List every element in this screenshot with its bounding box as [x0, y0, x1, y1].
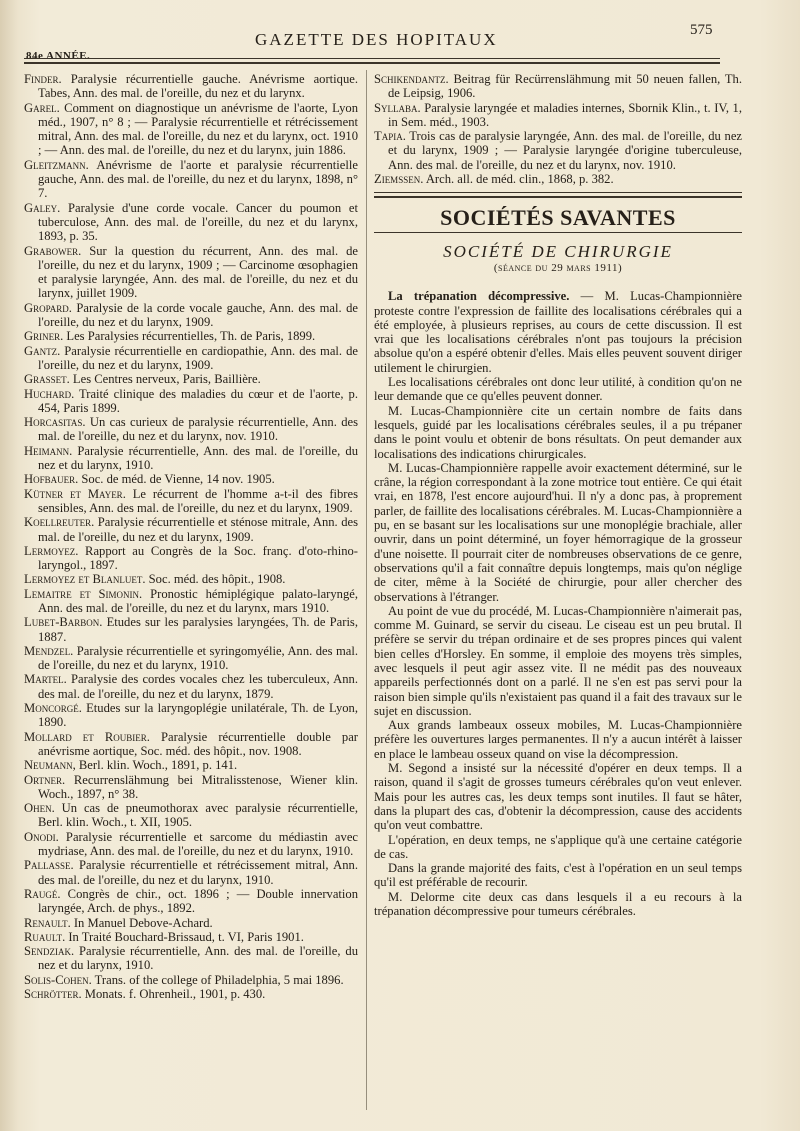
bibliography-entry — [24, 730, 358, 759]
paragraph-text: M. Delorme cite deux cas dans lesquels il a eu recours à la trépanation décompressive pour tumeurs cérébrales. — [374, 889, 742, 919]
reference-text: Paralysie récurrentielle double par anévrisme aortique, Soc. méd. des hôpit., nov. 1908. — [38, 729, 358, 758]
author-name: Mendzel. — [24, 643, 74, 658]
reference-text: Traité clinique des maladies du cœur et de l'aorte, p. 454, Paris 1899. — [38, 386, 358, 415]
author-name: Ortner. — [24, 772, 66, 787]
bibliography-entry — [24, 487, 358, 516]
reference-text: Beitrag für Recürrenslähmung mit 50 neuen fallen, Th. de Leipsig, 1906. — [388, 72, 742, 101]
reference-text: Paralysie récurrentielle et sarcome du médiastin avec mydriase, Ann. des mal. de l'oreille, du nez et du larynx, 1910. — [38, 829, 358, 859]
author-name: Martel. — [24, 672, 67, 687]
section-rule-thick — [374, 196, 742, 198]
paragraph-text: — M. Lucas-Championnière proteste contre l'expression de faillite des localisations cérébrales qui a été employée, à plusieurs reprises, au cours de cette discussion. Il est vrai que les localisations cérébrales n'ont pas toujours la précision absolue qu'on a espéré obtenir d'elles. Mais elles peuvent souvent diriger utilement le chirurgien. — [374, 289, 742, 375]
reference-text: Paralysie récurrentielle, Ann. des mal. de l'oreille, du nez et du larynx, 1910. — [38, 443, 358, 473]
reference-text: Les Centres nerveux, Paris, Baillière. — [69, 372, 261, 387]
bibliography-entry — [24, 858, 358, 887]
author-name: Tapia. — [374, 129, 406, 144]
author-name: Onodi. — [24, 829, 59, 844]
article-paragraph — [374, 833, 742, 862]
author-name: Kütner et Mayer. — [24, 486, 126, 501]
bibliography-entry — [24, 372, 358, 386]
reference-text: Soc. méd. des hôpit., 1908. — [145, 572, 286, 587]
author-name: Lemaitre et Simonin. — [24, 586, 143, 601]
paragraph-text: M. Lucas-Championnière cite un certain nombre de faits dans lesquels, guidé par les localisations cérébrales seules, il a pu trépaner dans le point voulu et obtenir de bons résultats. On peut demander aux localisations des indications chirurgicales. — [374, 403, 742, 461]
paragraph-text: Au point de vue du procédé, M. Lucas-Championnière n'aimerait pas, comme M. Guinard, se servir du ciseau. Le ciseau est un peu brutal. Il préfère se servir du trépan ordinaire et de ses propres pinces qui valent bien celles d'Horsley. En somme, il emploie des moyens très simples, avec lesquels il peut agir assez vite. Il ne médit pas des nouveaux appareils perfectionnés dont on a parlé. Il ne s'en est pas servi pour la raison bien simple qu'ils n'existaient pas quand il a fait des travaux sur le sujet en discussion. — [374, 603, 742, 718]
article-paragraph — [374, 461, 742, 604]
paragraph-text: Aux grands lambeaux osseux mobiles, M. Lucas-Championnière préfère les ouvertures larges permanentes. Il n'y a aucun intérêt à laisser en place le lambeau osseux quand on vise la décompression. — [374, 718, 742, 761]
bibliography-entry — [24, 444, 358, 473]
reference-text: Paralysie récurrentielle, Ann. des mal. de l'oreille, du nez et du larynx, 1910. — [38, 944, 358, 973]
bibliography-entry — [24, 587, 358, 616]
bibliography-entry — [24, 830, 358, 859]
bibliography-entry — [24, 930, 358, 944]
bibliography-entry — [24, 101, 358, 158]
bibliography-right-list — [374, 72, 742, 186]
author-name: Neumann, — [24, 758, 76, 773]
reference-text: Paralysie récurrentielle en cardiopathie, Ann. des mal. de l'oreille, du nez et du larynx, 1909. — [38, 343, 358, 372]
article-paragraph — [374, 375, 742, 404]
article-paragraph — [374, 761, 742, 832]
right-column — [374, 72, 742, 918]
author-name: Koellreuter. — [24, 515, 95, 530]
reference-text: Rapport au Congrès de la Soc. franç. d'oto-rhino-laryngol., 1897. — [38, 543, 358, 573]
bibliography-entry — [374, 101, 742, 130]
section-title: SOCIÉTÉS SAVANTES — [440, 205, 676, 231]
paragraph-text: L'opération, en deux temps, ne s'applique qu'à une certaine catégorie de cas. — [374, 832, 742, 861]
article-paragraph — [374, 861, 742, 890]
bibliography-entry — [24, 572, 358, 586]
bibliography-entry — [24, 544, 358, 573]
article-paragraph — [374, 289, 742, 375]
bibliography-entry — [24, 244, 358, 301]
author-name: Ohen. — [24, 801, 55, 816]
header-rule — [24, 58, 720, 59]
author-name: Sendziak. — [24, 944, 75, 959]
bibliography-entry — [24, 887, 358, 916]
bibliography-entry — [24, 344, 358, 373]
bibliography-entry — [24, 758, 358, 772]
bibliography-entry — [24, 973, 358, 987]
reference-text: Congrès de chir., oct. 1896 ; — Double innervation laryngée, Arch. de phys., 1892. — [38, 886, 358, 916]
reference-text: Sur la question du récurrent, Ann. des mal. de l'oreille, du nez et du larynx, 1909 ; — Carcinome œsophagien et paralysie laryngée, Ann. des mal. de l'oreille, du nez et du larynx, juillet 1909. — [38, 243, 358, 301]
reference-text: Paralysie de la corde vocale gauche, Ann. des mal. de l'oreille, du nez et du larynx, 1909. — [38, 300, 358, 330]
reference-text: Recurrenslähmung bei Mitralisstenose, Wiener klin. Woch., 1897, n° 38. — [38, 772, 358, 801]
reference-text: Pronostic hémiplégique palato-laryngé, Ann. des mal. de l'oreille, du nez et du larynx, mars 1910. — [38, 586, 358, 615]
paragraph-text: Dans la grande majorité des faits, c'est à l'opération en un seul temps qu'il est préférable de recourir. — [374, 861, 742, 890]
bibliography-entry — [24, 916, 358, 930]
bibliography-entry — [24, 301, 358, 330]
reference-text: Paralysie récurrentielle et syringomyélie, Ann. des mal. de l'oreille, du nez et du larynx, 1910. — [38, 643, 358, 673]
author-name: Moncorgé. — [24, 701, 82, 716]
paragraph-text: M. Lucas-Championnière rappelle avoir exactement déterminé, sur le crâne, la région correspondant à la zone motrice tout entière. Ce qui était vrai, en 1878, l'est encore aujourd'hui. Il n'y a donc pas, à proprement parler, de faillite des localisations cérébrales. M. Lucas-Championnière a pu, en se basant sur les localisations sur une monoplégie brachiale, aller ouvrir, dans un point déterminé, un foyer hémorragique de la grosseur d'une noisette. Il pourrait citer de nombreuses observations de ce genre, observations qu'il a fait connaître depuis longtemps, mais qu'on néglige de citer, même à la Société de chirurgie, pour aller chercher des observations à l'étranger. — [374, 460, 742, 604]
header-rule-thick — [24, 62, 720, 64]
author-name: Solis-Cohen. — [24, 972, 92, 987]
bibliography-entry — [24, 801, 358, 830]
article-heading: La trépanation décompressive. — [388, 289, 570, 304]
bibliography-entry — [24, 944, 358, 973]
reference-text: Trois cas de paralysie laryngée, Ann. des mal. de l'oreille, du nez et du larynx, 1909 ; — Paralysie laryngée d'origine tuberculeuse, Ann. des mal. de l'oreille, du nez et du larynx, nov. 1910. — [388, 129, 742, 172]
reference-text: Paralysie récurrentielle et rétrécissement mitral, Ann. des mal. de l'oreille, du nez et du larynx, 1910. — [38, 858, 358, 887]
author-name: Gleitzmann. — [24, 157, 89, 172]
reference-text: Le récurrent de l'homme a-t-il des fibres sensibles, Ann. des mal. de l'oreille, du nez et du larynx, 1909. — [38, 486, 358, 515]
reference-text: Paralysie laryngée et maladies internes, Sbornik Klin., t. IV, 1, in Sem. méd., 1903. — [388, 100, 742, 129]
reference-text: Paralysie récurrentielle gauche. Anévrisme aortique. Tabes, Ann. des mal. de l'oreille, du nez et du larynx. — [38, 72, 358, 101]
society-title: SOCIÉTÉ DE CHIRURGIE — [443, 241, 673, 261]
author-name: Renault. — [24, 915, 71, 930]
reference-text: Un cas curieux de paralysie récurrentielle, Ann. des mal. de l'oreille, du nez et du larynx, nov. 1910. — [38, 415, 358, 444]
bibliography-entry — [24, 472, 358, 486]
author-name: Ruault. — [24, 929, 66, 944]
author-name: Heimann. — [24, 443, 73, 458]
reference-text: In Manuel Debove-Achard. — [70, 915, 213, 930]
author-name: Ziemssen. — [374, 172, 424, 187]
author-name: Grabower. — [24, 243, 82, 258]
bibliography-entry — [24, 72, 358, 101]
paragraph-text: Les localisations cérébrales ont donc leur utilité, à condition qu'on ne leur demande que ce qu'elles peuvent donner. — [374, 375, 742, 404]
author-name: Gantz. — [24, 343, 61, 358]
author-name: Schikendantz. — [374, 72, 449, 86]
reference-text: Trans. of the college of Philadelphia, 5 mai 1896. — [91, 972, 344, 987]
bibliography-left-column — [24, 72, 358, 1001]
bibliography-entry — [374, 129, 742, 172]
author-name: Gropard. — [24, 300, 72, 315]
bibliography-entry — [24, 987, 358, 1001]
paragraph-text: M. Segond a insisté sur la nécessité d'opérer en deux temps. Il a raison, quand il s'agit de grosses tumeurs cérébrales qu'on veut enlever. Mais pour les autres cas, les deux temps sont inutiles. Il faut se hâter, dans la plupart des cas, d'obtenir la décompression, cause des accidents qu'on veut combattre. — [374, 761, 742, 833]
article-paragraph — [374, 404, 742, 461]
bibliography-entry — [24, 672, 358, 701]
reference-text: Monats. f. Ohrenheil., 1901, p. 430. — [81, 987, 266, 1001]
section-rule-top — [374, 192, 742, 193]
reference-text: In Traité Bouchard-Brissaud, t. VI, Paris 1901. — [65, 929, 304, 944]
author-name: Garel. — [24, 100, 60, 115]
author-name: Lubet-Barbon. — [24, 615, 103, 630]
column-divider — [366, 70, 367, 1110]
bibliography-entry — [24, 701, 358, 730]
author-name: Lermoyez. — [24, 543, 79, 558]
author-name: Pallasse. — [24, 858, 74, 873]
article-paragraph — [374, 604, 742, 718]
bibliography-entry — [24, 644, 358, 673]
author-name: Syllaba. — [374, 100, 421, 115]
bibliography-entry — [374, 72, 742, 101]
bibliography-entry — [24, 515, 358, 544]
article-paragraph — [374, 890, 742, 919]
author-name: Grasset. — [24, 372, 70, 387]
page-number: 575 — [690, 22, 713, 38]
year-label: 84e ANNÉE. — [26, 50, 91, 62]
reference-text: Berl. klin. Woch., 1891, p. 141. — [75, 758, 238, 773]
reference-text: Etudes sur les paralysies laryngées, Th. de Paris, 1887. — [38, 615, 358, 644]
section-rule-bottom — [374, 232, 742, 233]
bibliography-entry — [24, 615, 358, 644]
author-name: Huchard. — [24, 386, 75, 401]
author-name: Hofbauer. — [24, 472, 79, 487]
reference-text: Anévrisme de l'aorte et paralysie récurrentielle gauche, Ann. des mal. de l'oreille, du nez et du larynx, 1898, n° 7. — [38, 157, 358, 201]
author-name: Horcasitas. — [24, 415, 86, 430]
bibliography-entry — [374, 172, 742, 186]
author-name: Finder. — [24, 72, 62, 86]
bibliography-entry — [24, 387, 358, 416]
journal-title: GAZETTE DES HOPITAUX — [255, 30, 498, 49]
reference-text: Soc. de méd. de Vienne, 14 nov. 1905. — [78, 472, 275, 487]
reference-text: Paralysie d'une corde vocale. Cancer du poumon et tuberculose, Ann. des mal. de l'oreille, du nez et du larynx, 1893, p. 35. — [38, 200, 358, 244]
author-name: Lermoyez et Blanluet. — [24, 572, 146, 587]
author-name: Schrötter. — [24, 987, 82, 1001]
article-paragraph — [374, 718, 742, 761]
bibliography-entry — [24, 415, 358, 444]
author-name: Griner. — [24, 329, 64, 344]
bibliography-entry — [24, 158, 358, 201]
author-name: Galey. — [24, 200, 61, 215]
article-body — [374, 289, 742, 918]
reference-text: Paralysie des cordes vocales chez les tuberculeux, Ann. des mal. de l'oreille, du nez et du larynx, 1879. — [38, 672, 358, 701]
reference-text: Paralysie récurrentielle et sténose mitrale, Ann. des mal. de l'oreille, du nez et du larynx, 1909. — [38, 515, 358, 544]
reference-text: Les Paralysies récurrentielles, Th. de Paris, 1899. — [63, 329, 316, 344]
reference-text: Un cas de pneumothorax avec paralysie récurrentielle, Berl. klin. Woch., t. XII, 1905. — [38, 801, 358, 830]
author-name: Mollard et Roubier. — [24, 729, 150, 744]
author-name: Raugé. — [24, 886, 61, 901]
bibliography-entry — [24, 201, 358, 244]
session-date: (séance du 29 mars 1911) — [493, 261, 623, 274]
reference-text: Etudes sur la laryngoplégie unilatérale, Th. de Lyon, 1890. — [38, 701, 358, 730]
reference-text: Comment on diagnostique un anévrisme de l'aorte, Lyon méd., 1907, n° 8 ; — Paralysie récurrentielle et rétrécissement mitral, Ann. des mal. de l'oreille, du nez et du larynx, oct. 1910 ; — Ann. des mal. de l'oreille, du nez et du larynx, juin 1886. — [38, 100, 358, 158]
bibliography-entry — [24, 329, 358, 343]
bibliography-entry — [24, 773, 358, 802]
reference-text: Arch. all. de méd. clin., 1868, p. 382. — [423, 172, 614, 187]
